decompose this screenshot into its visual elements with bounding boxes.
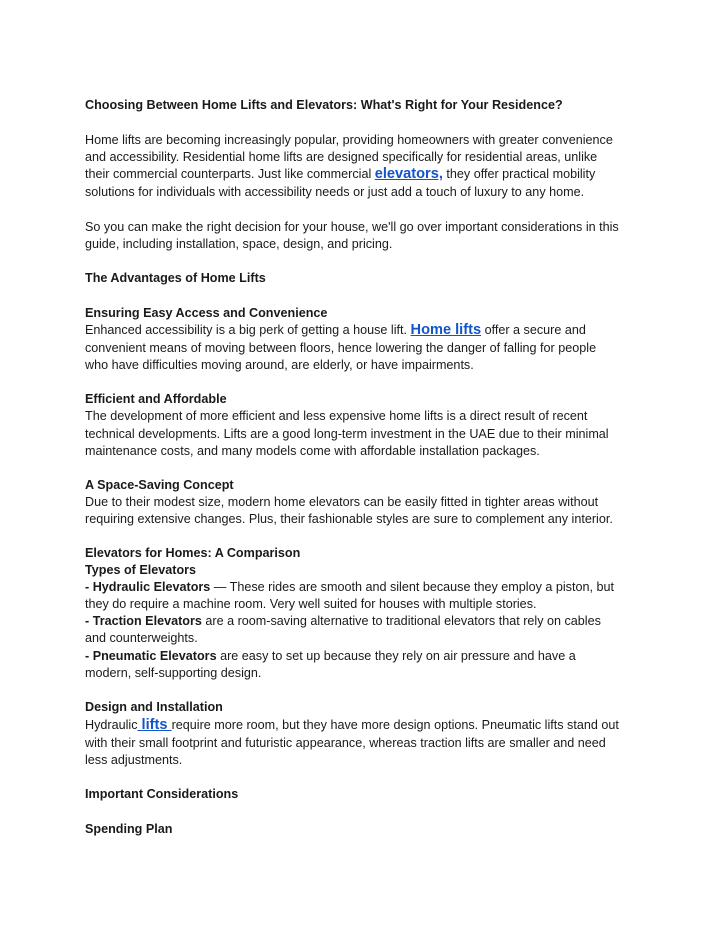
section-heading-comparison: Elevators for Homes: A Comparison	[85, 546, 301, 560]
subheading-space: A Space-Saving Concept	[85, 478, 234, 492]
subheading-access: Ensuring Easy Access and Convenience	[85, 306, 328, 320]
list-item-hydraulic	[85, 579, 614, 596]
para-line: they do require a machine room. Very well suited for houses with multiple stories.	[85, 597, 537, 611]
section-heading-advantages: The Advantages of Home Lifts	[85, 271, 266, 285]
para-line: modern, self-supporting design.	[85, 666, 262, 680]
para-line	[85, 717, 619, 734]
section-heading-design: Design and Installation	[85, 700, 223, 714]
para-line: So you can make the right decision for your house, we'll go over important considerations in this	[85, 220, 619, 234]
intro-line: Home lifts are becoming increasingly popular, providing homeowners with greater convenience	[85, 133, 613, 147]
list-item-label: - Hydraulic Elevators	[85, 580, 211, 594]
list-item-label: - Traction Elevators	[85, 614, 202, 628]
intro-line: and accessibility. Residential home lifts are designed specifically for residential areas, unlike	[85, 150, 598, 164]
para-line: technical developments. Lifts are a good long-term investment in the UAE due to their minimal	[85, 427, 609, 441]
para-line: guide, including installation, space, design, and pricing.	[85, 237, 393, 251]
list-item-traction	[85, 613, 601, 630]
para-line: maintenance costs, and many models come with affordable installation packages.	[85, 444, 540, 458]
subheading-efficient: Efficient and Affordable	[85, 392, 227, 406]
list-item-text: — These rides are smooth and silent because they employ a piston, but	[210, 580, 614, 594]
para-text: offer a secure and	[481, 323, 586, 337]
para-line: who have difficulties moving around, are elderly, or have impairments.	[85, 358, 474, 372]
para-line: Due to their modest size, modern home elevators can be easily fitted in tighter areas without	[85, 495, 599, 509]
para-line: and counterweights.	[85, 631, 198, 645]
subheading-types: Types of Elevators	[85, 563, 197, 577]
elevators-link[interactable]: elevators,	[374, 166, 443, 182]
document-title: Choosing Between Home Lifts and Elevators: What's Right for Your Residence?	[85, 98, 563, 112]
para-text: Enhanced accessibility is a big perk of getting a house lift.	[85, 323, 411, 337]
para-line: less adjustments.	[85, 753, 183, 767]
list-item-pneumatic	[85, 648, 576, 665]
intro-text: they offer practical mobility	[442, 167, 596, 181]
list-item-label: - Pneumatic Elevators	[85, 649, 217, 663]
para-line: requiring extensive changes. Plus, their fashionable styles are sure to complement any interior.	[85, 512, 613, 526]
para-text: require more room, but they have more design options. Pneumatic lifts stand out	[171, 718, 619, 732]
intro-line	[85, 166, 595, 183]
section-heading-considerations: Important Considerations	[85, 787, 239, 801]
para-line: The development of more efficient and less expensive home lifts is a direct result of recent	[85, 409, 588, 423]
para-line: with their small footprint and futuristic appearance, whereas traction lifts are smaller and need	[85, 736, 606, 750]
list-item-text: are a room-saving alternative to traditional elevators that rely on cables	[201, 614, 601, 628]
home-lifts-link[interactable]: Home lifts	[410, 322, 482, 338]
lifts-link[interactable]: lifts	[137, 717, 172, 733]
list-item-text: are easy to set up because they rely on air pressure and have a	[216, 649, 576, 663]
para-line: convenient means of moving between floors, hence lowering the danger of falling for people	[85, 341, 597, 355]
intro-line: solutions for individuals with accessibility needs or just add a touch of luxury to any home.	[85, 185, 585, 199]
para-line	[85, 322, 586, 339]
subheading-spending: Spending Plan	[85, 822, 173, 836]
para-text: Hydraulic	[85, 718, 138, 732]
intro-text: their commercial counterparts. Just like commercial	[85, 167, 375, 181]
